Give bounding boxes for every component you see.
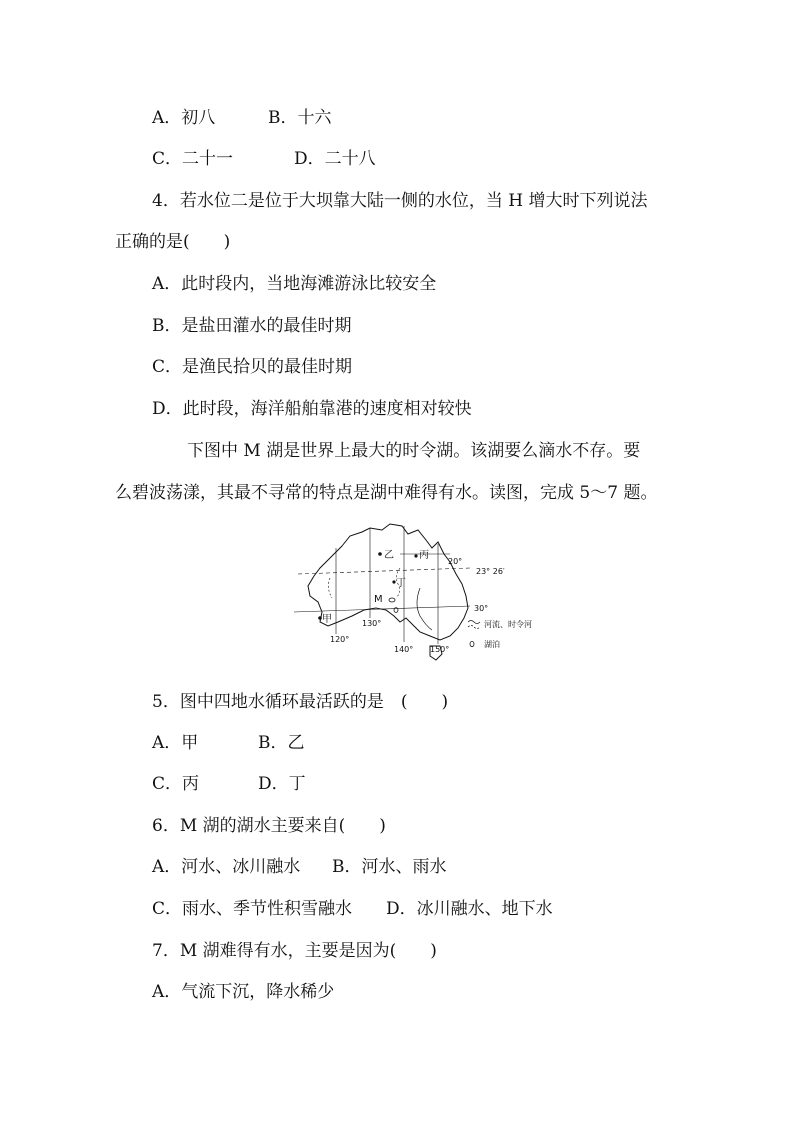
australia-map-svg bbox=[290, 518, 560, 668]
legend-lake-label: 湖泊 bbox=[484, 640, 500, 649]
intro-line1: 下图中 M 湖是世界上最大的时令湖。该湖要么滴水不存。要 bbox=[187, 441, 641, 461]
q4-stem-line2: 正确的是( ) bbox=[115, 232, 231, 252]
australia-map-figure bbox=[290, 518, 560, 668]
q4-option-b: B．是盐田灌水的最佳时期 bbox=[152, 316, 352, 336]
q6-option-a: A．河水、冰川融水 bbox=[152, 857, 301, 877]
place-dot-bing bbox=[414, 554, 417, 557]
intro-line2: 么碧波荡漾，其最不寻常的特点是湖中难得有水。读图，完成 5～7 题。 bbox=[115, 483, 658, 503]
lon-label-150: 150° bbox=[430, 645, 450, 654]
q6-option-b: B．河水、雨水 bbox=[332, 857, 447, 877]
q4-option-c: C．是渔民拾贝的最佳时期 bbox=[152, 357, 353, 377]
q6-option-c: C．雨水、季节性积雪融水 bbox=[152, 899, 353, 919]
latitude-2326 bbox=[298, 568, 470, 574]
lat-label-30: 30° bbox=[474, 604, 489, 613]
q3-option-a: A．初八 bbox=[152, 108, 216, 128]
lon-label-130: 130° bbox=[362, 619, 382, 628]
q4-option-a: A．此时段内，当地海滩游泳比较安全 bbox=[152, 274, 437, 294]
lon-label-120: 120° bbox=[330, 635, 350, 644]
legend-river-label: 河流、时令河 bbox=[484, 620, 532, 629]
place-label-yi: 乙 bbox=[384, 550, 394, 561]
q6-option-d: D．冰川融水、地下水 bbox=[386, 899, 553, 919]
lake-m-icon bbox=[389, 598, 395, 602]
q6-stem: 6．M 湖的湖水主要来自( ) bbox=[152, 816, 386, 836]
lat-label-2326: 23° 26′ bbox=[476, 567, 505, 576]
lat-label-20: 20° bbox=[448, 557, 463, 566]
q7-option-a: A．气流下沉，降水稀少 bbox=[152, 982, 335, 1002]
place-label-m: M bbox=[374, 594, 383, 605]
place-dot-yi bbox=[378, 552, 382, 556]
q5-option-c: C．丙 bbox=[152, 774, 200, 794]
q7-stem: 7．M 湖难得有水，主要是因为( ) bbox=[152, 941, 437, 961]
q4-stem-line1: 4．若水位二是位于大坝靠大陆一侧的水位，当 H 增大时下列说法 bbox=[152, 191, 648, 211]
legend-lake-icon bbox=[470, 641, 474, 646]
place-label-bing: 丙 bbox=[419, 550, 429, 561]
river-2 bbox=[417, 588, 432, 630]
q5-stem: 5．图中四地水循环最活跃的是 ( ) bbox=[152, 692, 449, 712]
river-3 bbox=[328, 578, 332, 598]
place-label-jia: 甲 bbox=[322, 614, 332, 625]
lon-label-140: 140° bbox=[394, 645, 414, 654]
q5-option-d: D．丁 bbox=[258, 774, 306, 794]
q3-option-b: B．十六 bbox=[268, 108, 332, 128]
q5-option-a: A．甲 bbox=[152, 733, 199, 753]
australia-outline bbox=[308, 524, 468, 640]
q3-option-c: C．二十一 bbox=[152, 149, 234, 169]
q3-option-d: D．二十八 bbox=[294, 149, 376, 169]
q4-option-d: D．此时段，海洋船舶靠港的速度相对较快 bbox=[152, 399, 472, 419]
q5-option-b: B．乙 bbox=[258, 733, 305, 753]
legend-river-symbol bbox=[468, 621, 480, 624]
place-label-ding: 丁 bbox=[396, 578, 406, 589]
